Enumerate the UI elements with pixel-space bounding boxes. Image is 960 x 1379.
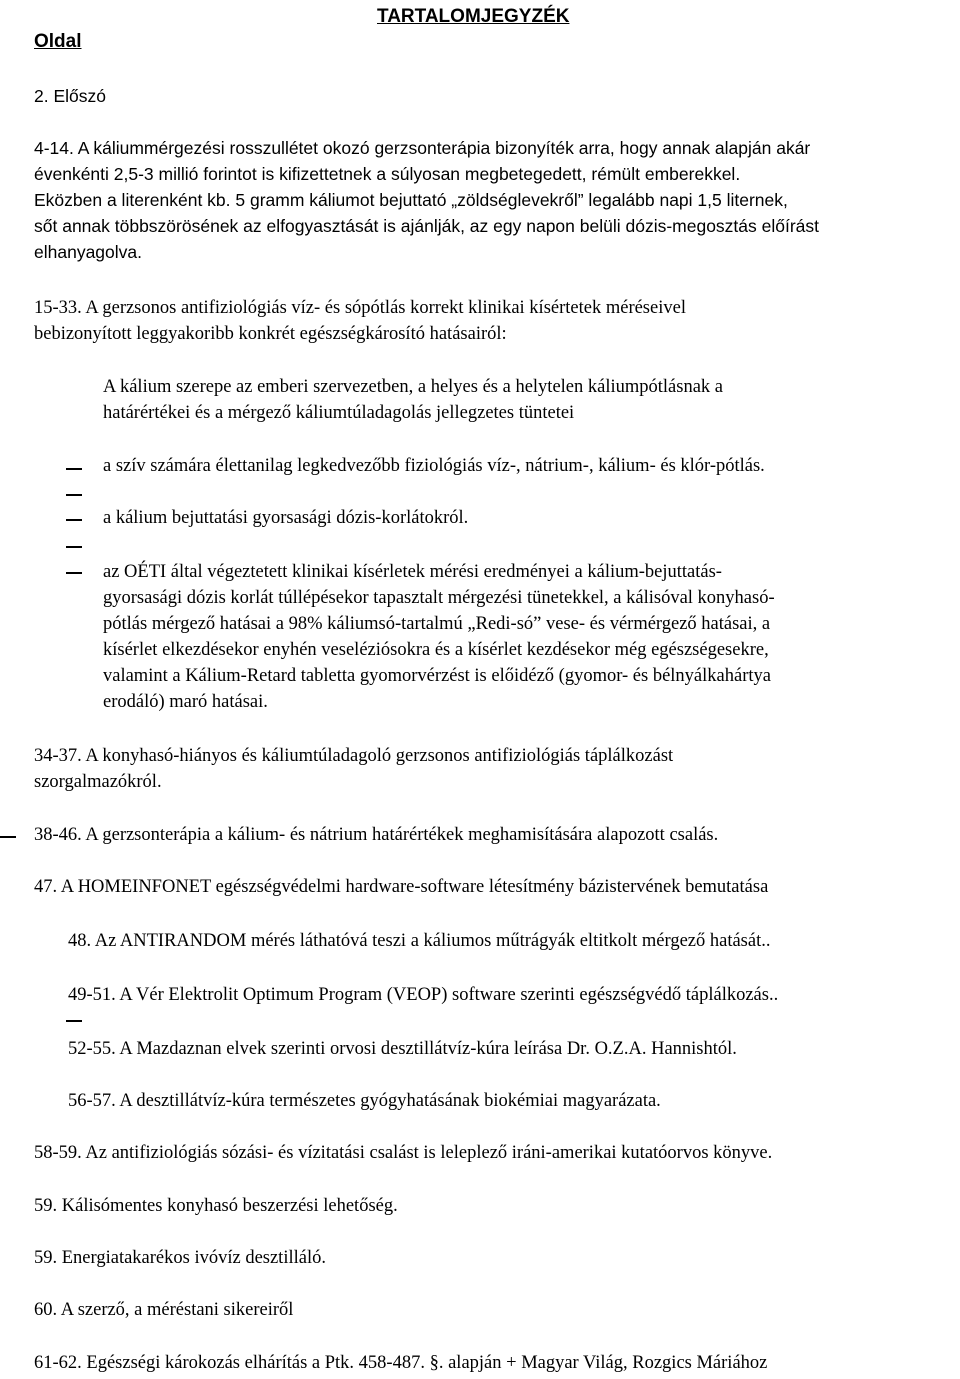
dash-marker (66, 546, 82, 548)
sub-item-line: kísérlet elkezdésekor enyhén veseléziósokra és a kísérlet kezdésekor még egészségesekre, (103, 640, 769, 660)
toc-entry-48: 48. Az ANTIRANDOM mérés láthatóvá teszi a káliumos műtrágyák eltitkolt mérgező hatását.. (68, 931, 771, 951)
sub-item-line: határértékei és a mérgező káliumtúladagolás jellegzetes tüntetei (103, 403, 575, 423)
toc-entry-line: 15-33. A gerzsonos antifiziológiás víz- és sópótlás korrekt klinikai kísértetek méréseivel (34, 298, 686, 318)
dash-marker (66, 468, 82, 470)
sub-item-dose-limit: a kálium bejuttatási gyorsasági dózis-korlátokról. (103, 508, 469, 528)
toc-entry-47: 47. A HOMEINFONET egészségvédelmi hardware-software létesítmény bázistervének bemutatása (34, 877, 769, 897)
toc-entry-line: 4-14. A káliummérgezési rosszullétet okozó gerzsonterápia bizonyíték arra, hogy annak alapján akár (34, 138, 811, 158)
sub-item-line: A kálium szerepe az emberi szervezetben, a helyes és a helytelen káliumpótlásnak a (103, 377, 723, 397)
toc-entry-line: szorgalmazókról. (34, 772, 162, 792)
toc-entry-61-62: 61-62. Egészségi károkozás elhárítás a Ptk. 458-487. §. alapján + Magyar Világ, Rozgics Máriához (34, 1353, 768, 1373)
page-column-label: Oldal (34, 31, 82, 52)
dash-marker (0, 836, 16, 838)
toc-entry-38-46: 38-46. A gerzsonterápia a kálium- és nátrium határértékek meghamisítására alapozott csalás. (34, 825, 719, 845)
sub-item-line: erodáló) maró hatásai. (103, 692, 268, 712)
toc-entry-line: Eközben a literenként kb. 5 gramm káliumot bejuttató „zöldséglevekről” legalább napi 1,5 liternek, (34, 190, 788, 210)
toc-entry-line: bebizonyított leggyakoribb konkrét egészségkárosító hatásairól: (34, 324, 507, 344)
toc-entry-60: 60. A szerző, a méréstani sikereiről (34, 1300, 294, 1320)
toc-entry-59-salt: 59. Kálisómentes konyhasó beszerzési lehetőség. (34, 1196, 398, 1216)
toc-entry-59-distiller: 59. Energiatakarékos ivóvíz desztilláló. (34, 1248, 326, 1268)
toc-entry-line: évenkénti 2,5-3 millió forintot is kifizettetnek a súlyosan megbetegedett, rémült emberekkel. (34, 164, 741, 184)
sub-item-line: az OÉTI által végeztetett klinikai kísérletek mérési eredményei a kálium-bejuttatás- (103, 562, 722, 582)
sub-item-line: valamint a Kálium-Retard tabletta gyomorvérzést is előidéző (gyomor- és bélnyálkahártya (103, 666, 771, 686)
toc-entry-line: sőt annak többszörösének az elfogyasztását is ajánlják, az egy napon belüli dózis-megosztás előírást (34, 216, 820, 236)
toc-entry-line: elhanyagolva. (34, 242, 142, 262)
toc-title: TARTALOMJEGYZÉK (377, 6, 570, 27)
dash-marker (66, 1020, 82, 1022)
toc-entry-2: 2. Előszó (34, 86, 106, 106)
sub-item-line: gyorsasági dózis korlát túllépésekor tapasztalt mérgezési tünetekkel, a kálisóval konyhasó- (103, 588, 775, 608)
sub-item-heart: a szív számára élettanilag legkedvezőbb fiziológiás víz-, nátrium-, kálium- és klór-pótlás. (103, 456, 765, 476)
toc-entry-52-55: 52-55. A Mazdaznan elvek szerinti orvosi desztillátvíz-kúra leírása Dr. O.Z.A. Hannishtól. (68, 1039, 737, 1059)
toc-entry-line: 34-37. A konyhasó-hiányos és káliumtúladagoló gerzsonos antifiziológiás táplálkozást (34, 746, 674, 766)
sub-item-line: pótlás mérgező hatásai a 98% káliumsó-tartalmú „Redi-só” vese- és vérmérgező hatásai, a (103, 614, 771, 634)
toc-entry-56-57: 56-57. A desztillátvíz-kúra természetes gyógyhatásának biokémiai magyarázata. (68, 1091, 661, 1111)
toc-entry-58-59: 58-59. Az antifiziológiás sózási- és vízitatási csalást is leleplező iráni-amerikai kutatóorvos könyve. (34, 1143, 773, 1163)
dash-marker (66, 519, 82, 521)
toc-entry-49-51: 49-51. A Vér Elektrolit Optimum Program (VEOP) software szerinti egészségvédő táplálkozás.. (68, 985, 779, 1005)
dash-marker (66, 572, 82, 574)
dash-marker (66, 494, 82, 496)
